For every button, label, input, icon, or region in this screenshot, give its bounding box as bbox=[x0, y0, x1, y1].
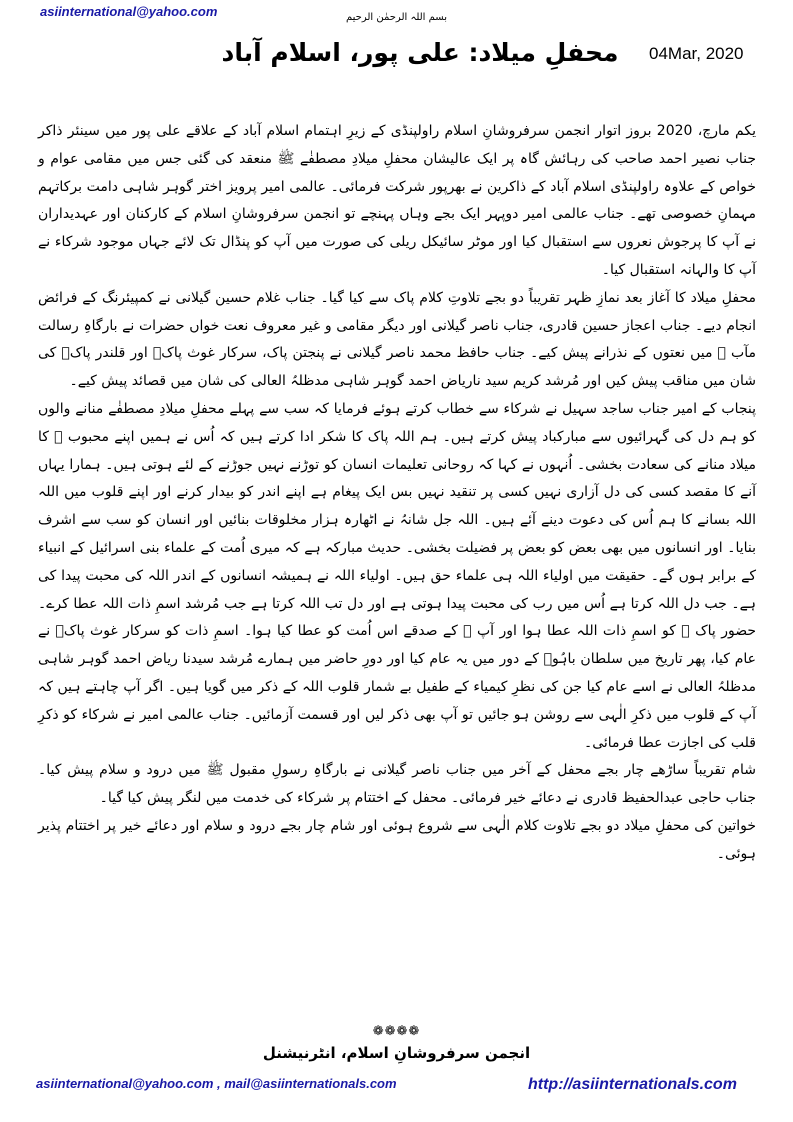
footer-website-link[interactable]: http://asiinternationals.com bbox=[528, 1076, 737, 1093]
article-paragraph-3: پنجاب کے امیر جناب ساجد سہیل نے شرکاء سے خطاب کرتے ہوئے فرمایا کہ سب سے پہلے محفلِ میلادِ مصطفٰے منانے والوں کو ہم دل کی گہرائیوں سے مبارکباد پیش کرتے ہیں۔ ہم اللہ پاک کا شکر ادا کرتے ہیں کہ اُس نے ہمیں اپنے محبوب ﷺ کا میلاد منانے کی سعادت بخشی۔ اُنہوں نے کہا کہ روحانی تعلیمات انسان کو توڑنے نہیں جوڑنے کے لئے ہوتی ہیں۔ ہمارا یہاں آنے کا مقصد کسی کی دل آزاری نہیں کسی پر تنقید نہیں بس ایک پیغام ہے اپنے اندر کو بیدار کرنے اور اپنے قلوب میں اللہ اللہ بسانے کا ہم اُس کی دعوت دینے آئے ہیں۔ اللہ جل شانہُ نے اٹھارہ ہزار مخلوقات بنائیں اور انسان کو سب سے اشرف بنایا۔ اور انسانوں میں بھی بعض کو بعض پر فضیلت بخشی۔ حدیث مبارکہ ہے کہ میری اُمت کے علماء بنی اسرائیل کے انبیاء کے برابر ہوں گے۔ حقیقت میں اولیاء اللہ ہی علماء حق ہیں۔ اولیاء اللہ نے ہمیشہ انسانوں کے اندر اللہ کی محبت پیدا کی ہے۔ جب دل اللہ کرتا ہے اُس میں رب کی محبت پیدا ہوتی ہے اور دل تب اللہ کرتا ہے جب مُرشد اسمِ ذات اللہ عطا کرے۔ حضور پاک ﷺ کو اسمِ ذات اللہ عطا ہوا اور آپ ﷺ کے صدقے اس اُمت کو عطا کیا ہوا۔ اسمِ ذات کو سرکار غوث پاکؒ نے عام کیا، پھر تاریخ میں سلطان باہُوؒ کے دور میں یہ عام کیا اور دورِ حاضر میں ہمارے مُرشد سیدنا ریاض احمد گوہر شاہی مدظلہُ العالی نے اسے عام کیا جن کی نظرِ کیمیاء کے طفیل بے شمار قلوب اللہ کے ذکر میں گویا ہیں۔ اگر آپ چاہتے ہیں کہ آپ کے قلوب میں ذکرِ الٰہی سے روشن ہو جائیں تو آپ بھی ذکر لیں اور قسمت آزمائیں۔ جناب عالمی امیر نے شرکاء کو ذکرِ قلب کی اجازت عطا فرمائی۔ bbox=[38, 400, 756, 751]
page-title: محفلِ میلاد: علی پور، اسلام آباد bbox=[221, 38, 619, 67]
article-paragraph-1: یکم مارچ، 2020 بروز اتوار انجمن سرفروشانِ اسلام راولپنڈی کے زیرِ اہتمام اسلام آباد کے علاقے علی پور میں سینئر ذاکر جناب نصیر احمد صاحب کی رہائش گاہ پر ایک عالیشان محفلِ میلادِ مصطفٰے ﷺ منعقد کی گئی جس میں مقامی عوام و خواص کے علاوہ راولپنڈی اسلام آباد کے ذاکرین نے بھرپور شرکت فرمائی۔ عالمی امیر پرویز اختر گوہر شاہی دامت برکاتہم مہمانِ خصوصی تھے۔ جناب عالمی امیر دوپہر ایک بجے وہاں پہنچے تو انجمن سرفروشانِ اسلام کے کارکنان اور عہدیداران نے آپ کا پرجوش نعروں سے استقبال کیا اور موٹر سائیکل ریلی کی صورت میں آپ کو پنڈال تک لائے جہاں موجود شرکاء نے آپ کا والہانہ استقبال کیا۔ bbox=[38, 123, 756, 278]
flower-ornament: ❁❁❁❁ bbox=[372, 1024, 421, 1039]
footer-email-links[interactable]: asiinternational@yahoo.com , mail@asiinternationals.com bbox=[36, 1076, 397, 1091]
header-email-link[interactable]: asiinternational@yahoo.com bbox=[40, 4, 218, 19]
article-body bbox=[38, 118, 756, 869]
publish-date: 04Mar, 2020 bbox=[649, 44, 744, 63]
article-paragraph-2: محفلِ میلاد کا آغاز بعد نمازِ ظہر تقریباً دو بجے تلاوتِ کلام پاک سے کیا گیا۔ جناب غلام حسین گیلانی نے کمپیئرنگ کے فرائض انجام دیے۔ جناب اعجاز حسین قادری، جناب ناصر گیلانی اور دیگر مقامی و غیر معروف نعت خواں حضرات نے بارگاہِ رسالت مآب ﷺ میں نعتوں کے نذرانے پیش کیے۔ جناب حافظ محمد ناصر گیلانی نے پنجتن پاک، سرکار غوث پاکؒ اور قلندر پاکؒ کی شان میں مناقب پیش کیں اور مُرشد کریم سید ناریاض احمد گوہر شاہی مدظلہُ العالی کی شان میں قصائد پیش کیے۔ bbox=[38, 289, 756, 390]
bismillah-heading: بسم اللہ الرحمٰن الرحیم bbox=[345, 12, 447, 23]
article-paragraph-5: خواتین کی محفلِ میلاد دو بجے تلاوت کلام الٰہی سے شروع ہوئی اور شام چار بجے درود و سلام اور دعائے خیر پر اختتام پذیر ہوئی۔ bbox=[38, 817, 756, 862]
article-paragraph-4: شام تقریباً ساڑھے چار بجے محفل کے آخر میں جناب ناصر گیلانی نے بارگاہِ رسولِ مقبول ﷺ میں درود و سلام پیش کیا۔ جناب حاجی عبدالحفیظ قادری نے دعائے خیر فرمائی۔ محفل کے اختتام پر شرکاء کی خدمت میں لنگر پیش کیا گیا۔ bbox=[38, 762, 756, 807]
organization-name: انجمن سرفروشانِ اسلام، انٹرنیشنل bbox=[262, 1044, 531, 1062]
